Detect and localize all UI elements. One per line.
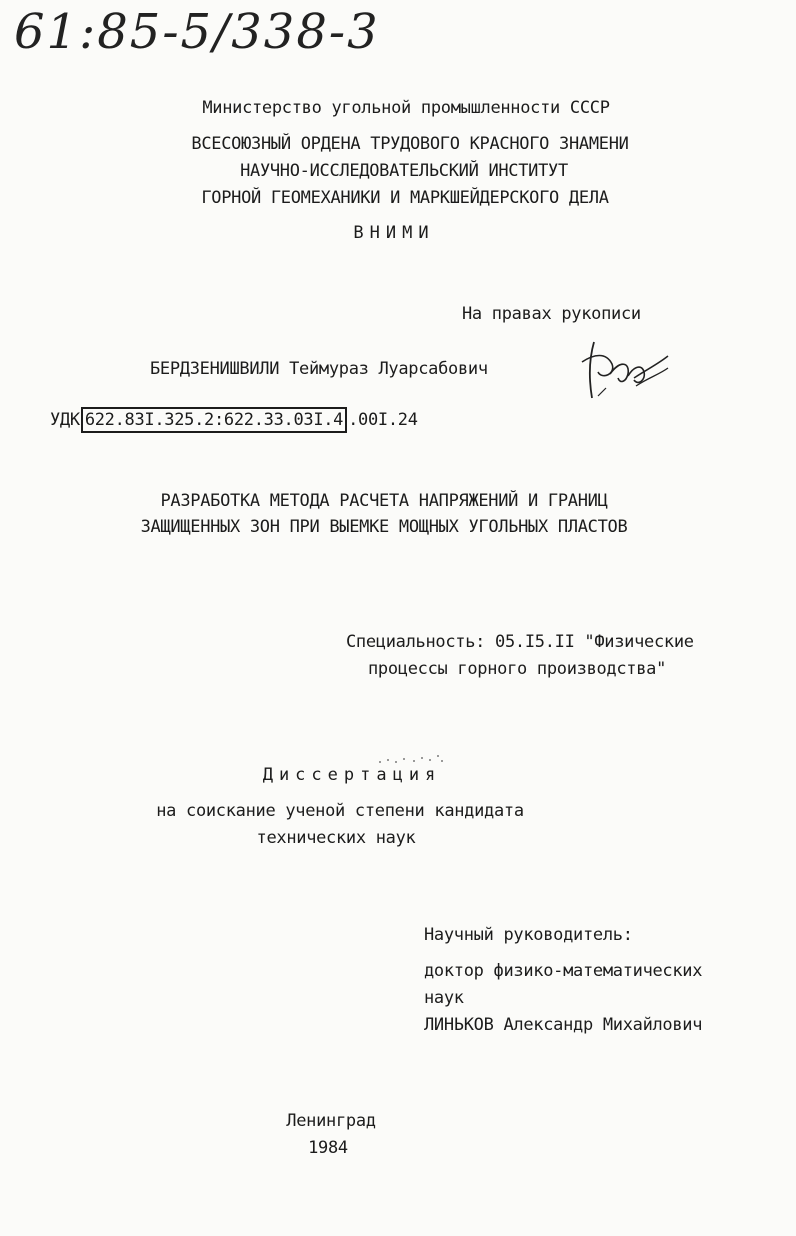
supervisor-degree-line-2: наук — [424, 988, 464, 1008]
footer-year: 1984 — [308, 1138, 348, 1158]
archive-code: 61:85-5/338-3 — [14, 4, 380, 60]
supervisor-name: ЛИНЬКОВ Александр Михайлович — [424, 1015, 703, 1035]
specialty-line-1: Специальность: 05.I5.II "Физические — [346, 632, 694, 652]
institute-line-1: ВСЕСОЮЗНЫЙ ОРДЕНА ТРУДОВОГО КРАСНОГО ЗНАМЕНИ — [191, 134, 629, 154]
institute-line-2: НАУЧНО-ИССЛЕДОВАТЕЛЬСКИЙ ИНСТИТУТ — [240, 161, 568, 181]
ministry-line: Министерство угольной промышленности СССР — [202, 98, 610, 118]
dissertation-line-2: технических наук — [256, 828, 416, 848]
specialty-line-2: процессы горного производства" — [368, 659, 667, 679]
supervisor-label: Научный руководитель: — [424, 925, 633, 945]
title-line-1: РАЗРАБОТКА МЕТОДА РАСЧЕТА НАПРЯЖЕНИЙ И ГРАНИЦ — [160, 491, 608, 511]
supervisor-degree-line-1: доктор физико-математических — [424, 961, 703, 981]
title-line-2: ЗАЩИЩЕННЫХ ЗОН ПРИ ВЫЕМКЕ МОЩНЫХ УГОЛЬНЫХ ПЛАСТОВ — [140, 517, 628, 537]
footer-city: Ленинград — [286, 1111, 376, 1131]
udk-line — [50, 407, 418, 433]
signature-image — [572, 334, 672, 406]
institute-abbreviation: ВНИМИ — [353, 223, 435, 243]
udk-suffix: .00I.24 — [348, 410, 418, 430]
udk-bracket — [81, 407, 347, 433]
dissertation-line-1: на соискание ученой степени кандидата — [156, 801, 524, 821]
rights-note: На правах рукописи — [462, 304, 641, 324]
udk-prefix: УДК — [50, 410, 80, 430]
dissertation-heading: Диссертация — [262, 765, 442, 785]
udk-bracketed-code: 622.83I.325.2:622.33.03I.4 — [84, 410, 344, 430]
institute-line-3: ГОРНОЙ ГЕОМЕХАНИКИ И МАРКШЕЙДЕРСКОГО ДЕЛА — [201, 188, 609, 208]
author-name: БЕРДЗЕНИШВИЛИ Теймураз Луарсабович — [150, 359, 488, 379]
